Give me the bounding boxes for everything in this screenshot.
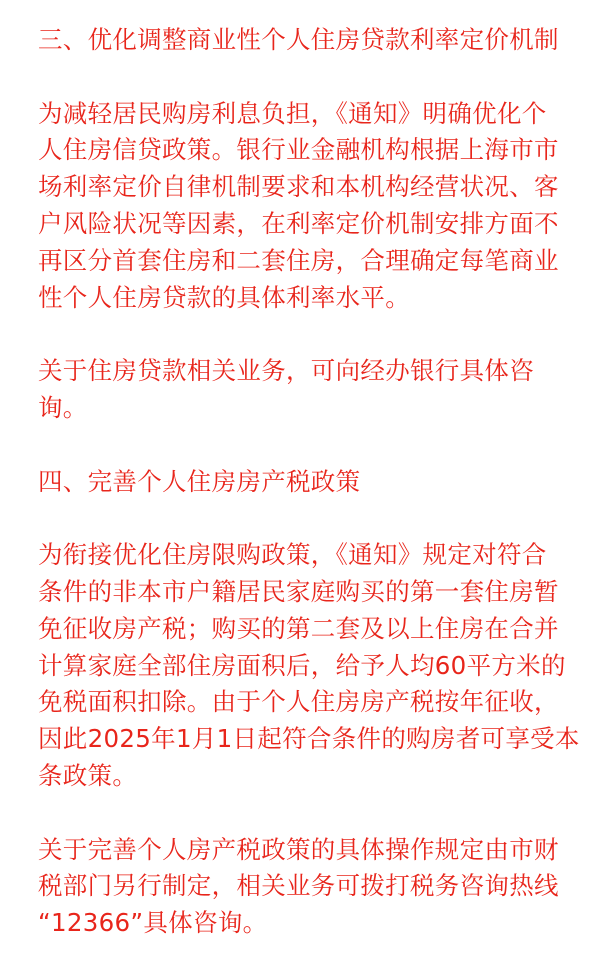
text-line: 为减轻居民购房利息负担，《通知》明确优化个 [38,98,547,128]
section-3-paragraph-1 [38,96,562,317]
text-line: 税部门另行制定，相关业务可拨打税务咨询热线 [38,871,559,901]
paragraph-spacer [38,795,562,832]
text-line: 户风险状况等因素，在利率定价机制安排方面不 [38,208,559,238]
text-line: 免征收房产税；购买的第二套及以上住房在合并 [38,613,559,643]
paragraph-spacer [38,500,562,537]
text-line: “12366”具体咨询。 [38,908,268,938]
text-line: 关于住房贷款相关业务，可向经办银行具体咨 [38,356,534,386]
text-line: 条件的非本市户籍居民家庭购买的第一套住房暂 [38,576,559,606]
text-line: 关于完善个人房产税政策的具体操作规定由市财 [38,834,559,864]
text-line: 询。 [38,392,88,422]
text-line: 为衔接优化住房限购政策，《通知》规定对符合 [38,540,547,570]
section-4-paragraph-1 [38,537,580,795]
section-heading-4: 四、完善个人住房房产税政策 [38,466,361,496]
text-line: 免税面积扣除。由于个人住房房产税按年征收， [38,687,559,717]
text-line: 人住房信贷政策。银行业金融机构根据上海市市 [38,135,559,165]
paragraph-spacer [38,316,562,353]
text-line: 因此2025年1月1日起符合条件的购房者可享受本 [38,724,580,754]
text-line: 性个人住房贷款的具体利率水平。 [38,282,410,312]
text-line: 计算家庭全部住房面积后，给予人均60平方米的 [38,650,566,680]
paragraph-spacer [38,427,562,464]
section-4-paragraph-2 [38,832,562,942]
text-line: 再区分首套住房和二套住房，合理确定每笔商业 [38,245,559,275]
text-line: 场利率定价自律机制要求和本机构经营状况、客 [38,172,559,202]
paragraph-spacer [38,59,562,96]
section-3-paragraph-2 [38,353,562,427]
text-line: 条政策。 [38,760,138,790]
section-heading-3: 三、优化调整商业性个人住房贷款利率定价机制 [38,25,559,54]
